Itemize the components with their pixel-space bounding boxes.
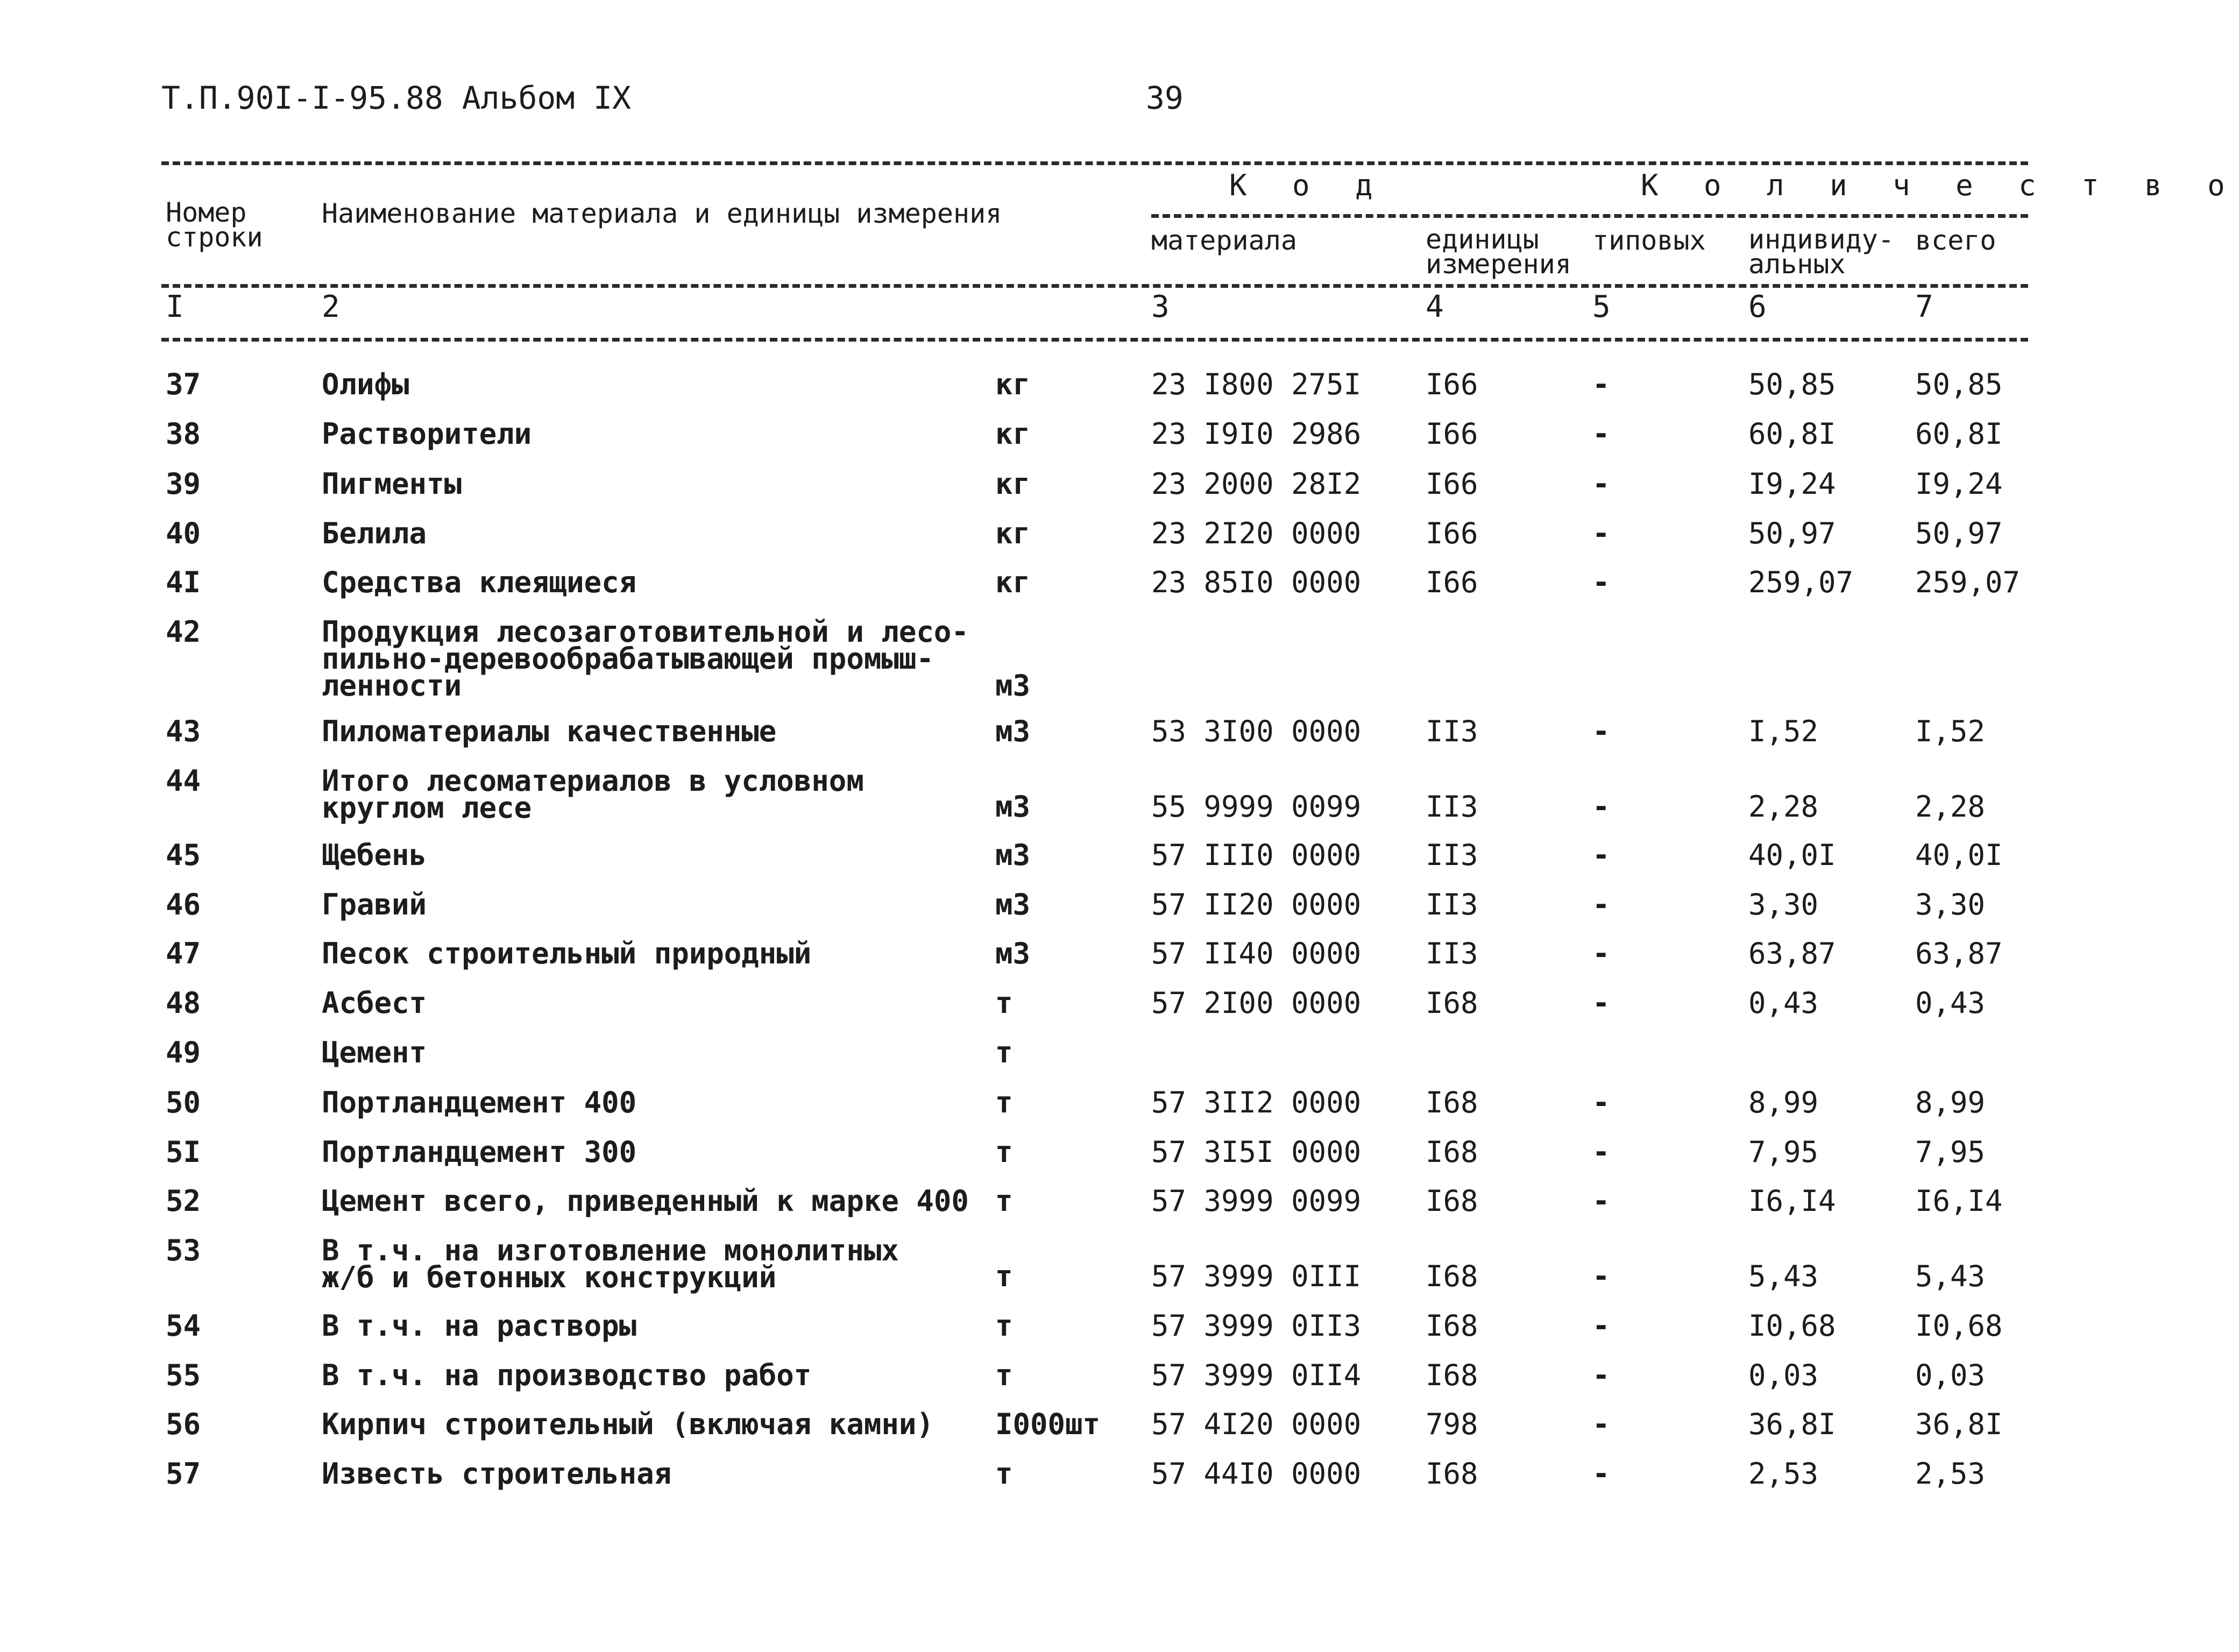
qty-total: 3,30 [1915,888,1986,921]
row-number: 43 [166,714,201,748]
material-code: 55 9999 0099 [1151,790,1362,824]
unit-code: II3 [1426,937,1478,970]
qty-total: 2,28 [1915,790,1986,824]
row-number: 50 [166,1086,201,1119]
unit-code: I66 [1426,516,1478,550]
unit-name: т [995,1358,1013,1392]
row-number: 48 [166,986,201,1020]
material-code: 23 2I20 0000 [1151,516,1362,550]
qty-individual: I,52 [1748,714,1819,748]
material-code: 57 3999 0III [1151,1259,1362,1293]
unit-name: кг [995,565,1031,599]
qty-total: 0,03 [1915,1358,1986,1392]
unit-name: м3 [995,937,1031,970]
unit-code: I68 [1426,1259,1478,1293]
qty-typical: - [1592,888,1610,921]
header-code-group: К о д [1229,168,1387,202]
material-name: Пиломатериалы качественные [322,714,777,748]
unit-name: кг [995,367,1031,401]
material-code: 57 III0 0000 [1151,838,1362,872]
qty-individual: I0,68 [1748,1309,1836,1343]
unit-name: т [995,986,1013,1020]
unit-code: I68 [1426,1086,1478,1119]
qty-total: I,52 [1915,714,1986,748]
unit-name: м3 [995,714,1031,748]
qty-typical: - [1592,1184,1610,1218]
unit-code: II3 [1426,838,1478,872]
material-name: Песок строительный природный [322,937,812,970]
column-number-3: 3 [1151,289,1170,324]
qty-total: 50,97 [1915,516,2003,550]
row-number: 52 [166,1184,201,1218]
material-name: Асбест [322,986,427,1020]
qty-typical: - [1592,937,1610,970]
unit-name: т [995,1184,1013,1218]
qty-individual: 0,03 [1748,1358,1819,1392]
qty-typical: - [1592,838,1610,872]
material-name: Итого лесоматериалов в условном круглом лесе [322,764,864,825]
unit-code: I68 [1426,1358,1478,1392]
material-code: 23 85I0 0000 [1151,565,1362,599]
qty-total: I9,24 [1915,467,2003,501]
qty-individual: 36,8I [1748,1407,1836,1441]
unit-code: II3 [1426,790,1478,824]
qty-typical: - [1592,565,1610,599]
qty-total: 50,85 [1915,367,2003,401]
material-code: 57 3999 0II3 [1151,1309,1362,1343]
header-qty-individual: индивиду- альных [1748,224,1894,280]
unit-code: I66 [1426,367,1478,401]
material-code: 57 4I20 0000 [1151,1407,1362,1441]
document-reference: Т.П.90I-I-95.88 Альбом IX [161,80,631,116]
rule-sub [1151,214,2028,218]
qty-typical: - [1592,1407,1610,1441]
row-number: 42 [166,615,201,649]
qty-individual: 60,8I [1748,417,1836,451]
row-number: 5I [166,1135,201,1169]
material-name: Средства клеящиеся [322,565,637,599]
header-code-unit: единицы измерения [1426,224,1571,280]
column-number-2: 2 [322,289,340,324]
row-number: 54 [166,1309,201,1343]
material-name: Растворители [322,417,532,451]
column-number-7: 7 [1915,289,1933,324]
material-name: Кирпич строительный (включая камни) [322,1407,934,1441]
qty-typical: - [1592,1086,1610,1119]
unit-name: т [995,1457,1013,1491]
qty-total: 36,8I [1915,1407,2003,1441]
material-name: Портландцемент 400 [322,1086,637,1119]
material-code: 57 3I5I 0000 [1151,1135,1362,1169]
row-number: 38 [166,417,201,451]
qty-typical: - [1592,1358,1610,1392]
header-name: Наименование материала и единицы измерения [322,198,1002,229]
material-code: 53 3I00 0000 [1151,714,1362,748]
unit-code: I68 [1426,986,1478,1020]
column-number-5: 5 [1592,289,1611,324]
unit-code: I66 [1426,467,1478,501]
qty-individual: 5,43 [1748,1259,1819,1293]
qty-total: 2,53 [1915,1457,1986,1491]
qty-individual: I6,I4 [1748,1184,1836,1218]
qty-individual: 8,99 [1748,1086,1819,1119]
material-code: 23 I800 275I [1151,367,1362,401]
header-qty-typical: типовых [1592,225,1706,256]
header-qty-total: всего [1915,225,1996,256]
material-name: Продукция лесозаготовительной и лесо- пильно-деревообрабатывающей промыш- ленности [322,615,969,703]
material-code: 57 II20 0000 [1151,888,1362,921]
qty-total: 0,43 [1915,986,1986,1020]
qty-total: 8,99 [1915,1086,1986,1119]
qty-total: I6,I4 [1915,1184,2003,1218]
unit-name: I000шт [995,1407,1101,1441]
material-code: 57 44I0 0000 [1151,1457,1362,1491]
row-number: 57 [166,1457,201,1491]
qty-individual: 63,87 [1748,937,1836,970]
material-name: В т.ч. на производство работ [322,1358,812,1392]
row-number: 45 [166,838,201,872]
row-number: 56 [166,1407,201,1441]
rule-top [161,161,2028,165]
qty-total: 5,43 [1915,1259,1986,1293]
qty-typical: - [1592,417,1610,451]
material-code: 57 3999 0099 [1151,1184,1362,1218]
rule-mid [161,284,2028,288]
unit-code: I68 [1426,1184,1478,1218]
unit-name: т [995,1135,1013,1169]
qty-total: 259,07 [1915,565,2021,599]
material-code: 23 I9I0 2986 [1151,417,1362,451]
qty-individual: 2,53 [1748,1457,1819,1491]
qty-individual: 0,43 [1748,986,1819,1020]
qty-individual: 40,0I [1748,838,1836,872]
row-number: 55 [166,1358,201,1392]
header-row-number: Номер строки [166,197,263,253]
material-code: 57 2I00 0000 [1151,986,1362,1020]
qty-total: I0,68 [1915,1309,2003,1343]
unit-name: кг [995,467,1031,501]
unit-code: I68 [1426,1457,1478,1491]
material-name: В т.ч. на растворы [322,1309,637,1343]
qty-typical: - [1592,790,1610,824]
row-number: 4I [166,565,201,599]
unit-name: т [995,1309,1013,1343]
material-name: Олифы [322,367,409,401]
rule-bottom [161,338,2028,342]
unit-name: м3 [995,838,1031,872]
qty-individual: I9,24 [1748,467,1836,501]
material-name: Портландцемент 300 [322,1135,637,1169]
qty-typical: - [1592,367,1610,401]
unit-name: кг [995,516,1031,550]
row-number: 46 [166,888,201,921]
material-name: Пигменты [322,467,462,501]
material-code: 57 3999 0II4 [1151,1358,1362,1392]
qty-typical: - [1592,986,1610,1020]
qty-individual: 259,07 [1748,565,1854,599]
qty-individual: 50,97 [1748,516,1836,550]
unit-code: I66 [1426,565,1478,599]
unit-code: II3 [1426,714,1478,748]
material-name: Известь строительная [322,1457,672,1491]
qty-individual: 50,85 [1748,367,1836,401]
row-number: 47 [166,937,201,970]
row-number: 39 [166,467,201,501]
unit-name: т [995,1036,1013,1069]
qty-typical: - [1592,1259,1610,1293]
material-code: 57 II40 0000 [1151,937,1362,970]
column-number-4: 4 [1426,289,1444,324]
unit-code: I66 [1426,417,1478,451]
unit-name: т [995,1086,1013,1119]
header-code-material: материала [1151,225,1297,256]
qty-individual: 3,30 [1748,888,1819,921]
qty-total: 7,95 [1915,1135,1986,1169]
unit-code: II3 [1426,888,1478,921]
column-number-6: 6 [1748,289,1767,324]
unit-code: I68 [1426,1309,1478,1343]
qty-typical: - [1592,1457,1610,1491]
unit-code: 798 [1426,1407,1478,1441]
qty-typical: - [1592,516,1610,550]
material-name: Цемент [322,1036,427,1069]
qty-total: 60,8I [1915,417,2003,451]
unit-name: м3 [995,790,1031,824]
unit-name: м3 [995,669,1031,703]
qty-total: 63,87 [1915,937,2003,970]
material-name: Белила [322,516,427,550]
qty-typical: - [1592,1135,1610,1169]
qty-typical: - [1592,467,1610,501]
material-name: Щебень [322,838,427,872]
material-code: 57 3II2 0000 [1151,1086,1362,1119]
row-number: 37 [166,367,201,401]
qty-typical: - [1592,1309,1610,1343]
row-number: 53 [166,1233,201,1267]
unit-name: м3 [995,888,1031,921]
row-number: 49 [166,1036,201,1069]
material-code: 23 2000 28I2 [1151,467,1362,501]
row-number: 40 [166,516,201,550]
material-name: В т.ч. на изготовление монолитных ж/б и бетонных конструкций [322,1233,899,1294]
row-number: 44 [166,764,201,798]
unit-name: кг [995,417,1031,451]
unit-name: т [995,1259,1013,1293]
material-name: Цемент всего, приведенный к марке 400 [322,1184,969,1218]
column-number-1: I [166,289,184,324]
page-number: 39 [1146,80,1184,116]
unit-code: I68 [1426,1135,1478,1169]
qty-individual: 2,28 [1748,790,1819,824]
material-name: Гравий [322,888,427,921]
qty-typical: - [1592,714,1610,748]
qty-total: 40,0I [1915,838,2003,872]
header-quantity-group: К о л и ч е с т в о [1641,168,2239,202]
qty-individual: 7,95 [1748,1135,1819,1169]
